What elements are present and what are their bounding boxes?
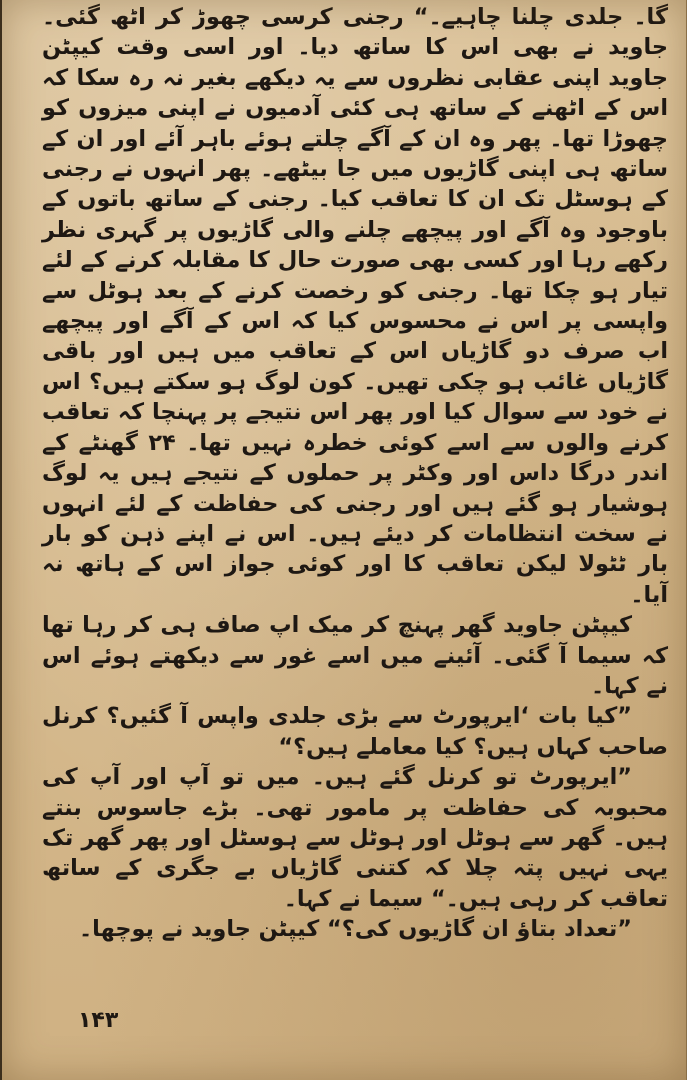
paragraph: ”ایرپورٹ تو کرنل گئے ہیں۔ میں تو آپ اور آپ کی محبوبہ کی حفاظت پر مامور تھی۔ بڑے جاسوس بنتے ہیں۔ گھر سے ہوٹل اور ہوٹل سے ہوسٹل اور پھر گھر تک یہی نہیں پتہ چلا کہ کتنی گاڑیاں بے جگری کے ساتھ تعاقب کر رہی ہیں۔“ سیما نے کہا۔ <box>42 764 668 912</box>
paragraph: ”کیا بات ‘ایرپورٹ سے بڑی جلدی واپس آ گئیں؟ کرنل صاحب کہاں ہیں؟ کیا معاملے ہیں؟“ <box>42 703 668 760</box>
paragraph: کیپٹن جاوید گھر پہنچ کر میک اپ صاف ہی کر رہا تھا کہ سیما آ گئی۔ آئینے میں اسے غور سے دیکھتے ہوئے اس نے کہا۔ <box>42 612 668 699</box>
paragraph: ”تعداد بتاؤ ان گاڑیوں کی؟“ کیپٹن جاوید نے پوچھا۔ <box>79 916 632 943</box>
page-number: ۱۴۳ <box>78 1008 119 1033</box>
page-text <box>42 2 668 945</box>
paragraph: گا۔ جلدی چلنا چاہیے۔“ رجنی کرسی چھوڑ کر اٹھ گئی۔ جاوید نے بھی اس کا ساتھ دیا۔ اور اسی وقت کیپٹن جاوید اپنی عقابی نظروں سے یہ دیکھے بغیر نہ رہ سکا کہ اس کے اٹھنے کے ساتھ ہی کئی آدمیوں نے اپنی میزوں کو چھوڑا تھا۔ پھر وہ ان کے آگے چلتے ہوئے باہر آئے اور ان کے ساتھ ہی اپنی گاڑیوں میں جا بیٹھے۔ پھر انہوں نے رجنی کے ہوسٹل تک ان کا تعاقب کیا۔ رجنی کے ساتھ باتوں کے باوجود وہ آگے اور پیچھے چلنے والی گاڑیوں پر گہری نظر رکھے رہا اور کسی بھی صورت حال کا مقابلہ کرنے کے لئے تیار ہو چکا تھا۔ رجنی کو رخصت کرنے کے بعد ہوٹل سے واپسی پر اس نے محسوس کیا کہ اس کے آگے اور پیچھے اب صرف دو گاڑیاں اس کے تعاقب میں ہیں اور باقی گاڑیاں غائب ہو چکی تھیں۔ کون لوگ ہو سکتے ہیں؟ اس نے خود سے سوال کیا اور پھر اس نتیجے پر پہنچا کہ تعاقب کرنے والوں سے اسے کوئی خطرہ نہیں تھا۔ ۲۴ گھنٹے کے اندر درگا داس اور وکٹر پر حملوں کے نتیجے ہیں یہ لوگ ہوشیار ہو گئے ہیں اور رجنی کی حفاظت کے لئے انہوں نے سخت انتظامات کر دیئے ہیں۔ اس نے اپنے ذہن کو بار بار ٹٹولا لیکن تعاقب کا اور کوئی جواز اس کے ہاتھ نہ آیا۔ <box>42 4 668 608</box>
